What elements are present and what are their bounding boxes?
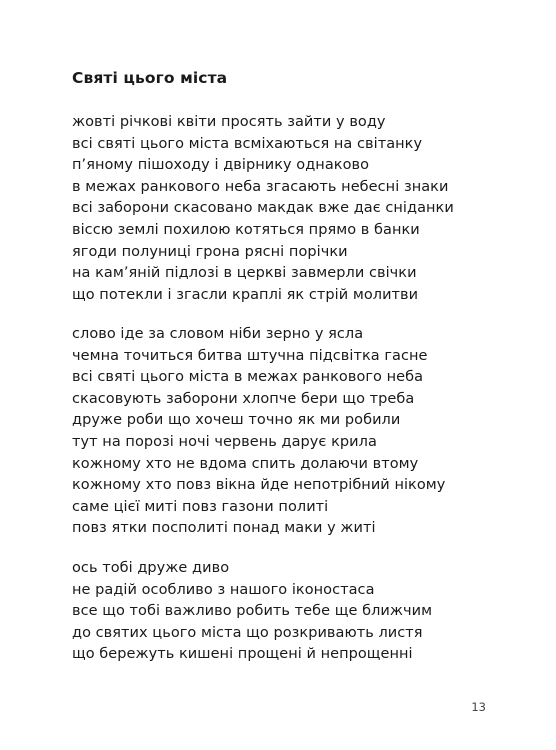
poem-line: чемна точиться битва штучна підсвітка гасне [72,347,428,364]
poem-line: все що тобі важливо робить тебе ще ближчим [72,603,433,620]
poem-line: не радій особливо з нашого іконостаса [72,581,375,598]
poem-line: в межах ранкового неба згасають небесні знаки [72,178,449,195]
poem-line: жовті річкові квіти просять зайти у воду [72,114,386,130]
poem-line: всі святі цього міста в межах ранкового неба [72,369,424,386]
poem-line: ось тобі друже диво [72,560,230,576]
poem-line: віссю землі похилою котяться прямо в банки [72,221,420,238]
poem-line: кожному хто повз вікна йде непотрібний нікому [72,477,446,494]
page-number: 13 [471,700,486,714]
poem-title: Святі цього міста [72,69,228,87]
poem-line: тут на порозі ночі червень дарує крила [72,433,377,450]
poem-line: друже роби що хочеш точно як ми робили [72,412,401,429]
poem-line: всі заборони скасовано макдак вже дає сніданки [72,200,454,217]
poem-line: ягоди полуниці грона рясні порічки [72,243,348,260]
poem-line: що потекли і згасли краплі як стрій молитви [72,286,419,303]
stanza-2 [72,324,445,540]
stanza-1 [72,112,454,306]
poem-line: слово іде за словом ніби зерно у ясла [72,326,364,342]
poem-line: на кам’яній підлозі в церкві завмерли свічки [72,265,417,282]
poem-line: саме цієї миті повз газони политі [72,498,329,515]
poem-line: всі святі цього міста всміхаються на світанку [72,135,423,152]
poem-line: до святих цього міста що розкривають листя [72,624,423,641]
poem-line: п’яному пішоходу і двірнику однаково [72,157,370,174]
poem-line: що бережуть кишені прощені й непрощенні [72,646,413,663]
poem-line: повз ятки посполиті понад маки у житі [72,520,376,537]
poem-line: скасовують заборони хлопче бери що треба [72,390,415,407]
poem-line: кожному хто не вдома спить долаючи втому [72,455,419,472]
stanza-3 [72,558,432,666]
